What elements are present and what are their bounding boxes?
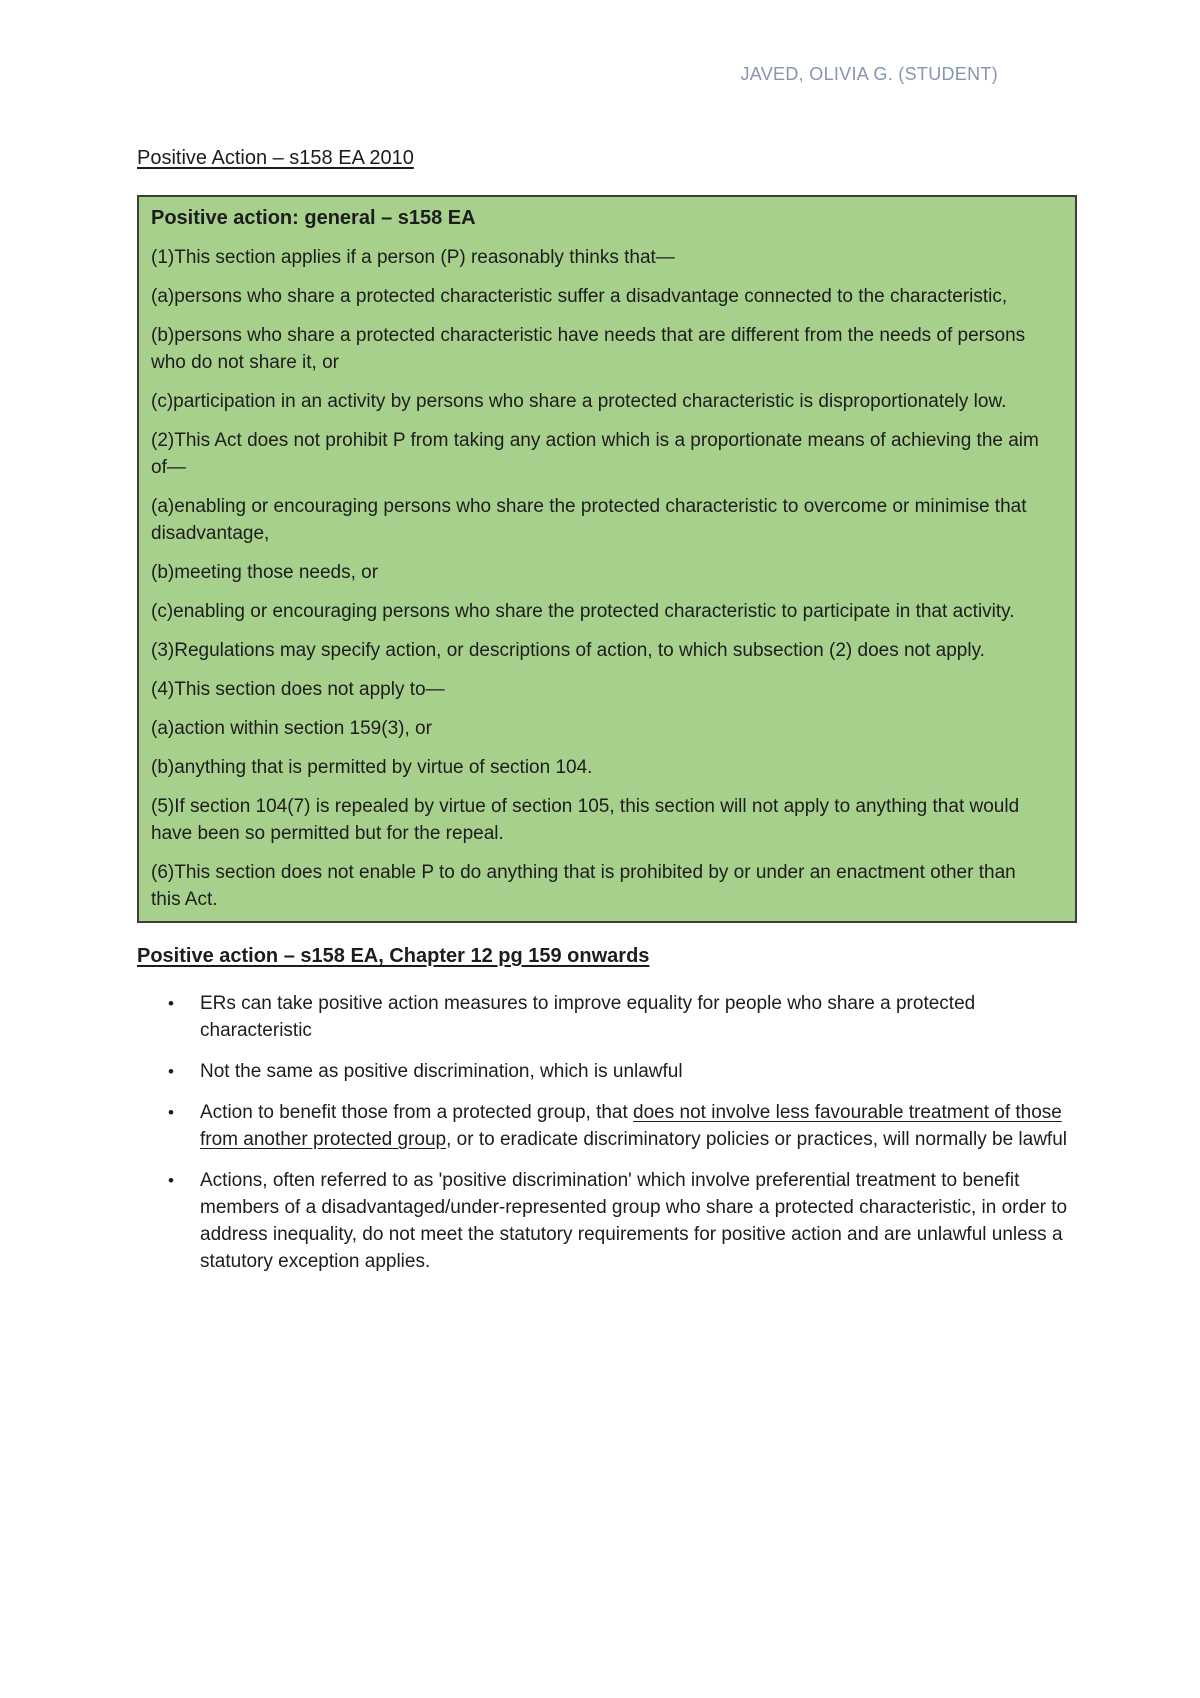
bullet-icon: • — [168, 1103, 174, 1122]
statute-paragraph-1a: (a)persons who share a protected characteristic suffer a disadvantage connected to the characteristic, — [151, 286, 1008, 307]
bullet-text-underlined: does not involve less favourable treatment of those from another protected group — [200, 1102, 1062, 1150]
bullet-text: ERs can take positive action measures to improve equality for people who share a protected characteristic — [200, 993, 976, 1041]
statute-paragraph-6: (6)This section does not enable P to do anything that is prohibited by or under an enactment other than this Act. — [151, 862, 1016, 910]
section-heading: Positive action – s158 EA, Chapter 12 pg 159 onwards — [137, 945, 650, 967]
list-item — [137, 1099, 1080, 1153]
bullet-icon: • — [168, 1062, 174, 1081]
bullet-text: Actions, often referred to as 'positive discrimination' which involve preferential treatment to benefit members of a disadvantaged/under-represented group who share a protected characteristic, in order to address inequality, do not meet the statutory requirements for positive action and are unlawful unless a statutory exception applies. — [200, 1170, 1068, 1272]
statute-paragraph-2c: (c)enabling or encouraging persons who share the protected characteristic to participate in that activity. — [151, 601, 1015, 622]
bullet-text: Not the same as positive discrimination, which is unlawful — [200, 1061, 683, 1082]
statute-paragraph-2b: (b)meeting those needs, or — [151, 562, 379, 583]
statute-box-heading: Positive action: general – s158 EA — [151, 207, 476, 229]
bullet-text: , or to eradicate discriminatory policies or practices, will normally be lawful — [446, 1129, 1067, 1150]
page-title: Positive Action – s158 EA 2010 — [137, 147, 414, 169]
document-header — [0, 62, 998, 86]
statute-paragraph-2a: (a)enabling or encouraging persons who share the protected characteristic to overcome or minimise that disadvantage, — [151, 496, 1027, 544]
bullet-text: Action to benefit those from a protected group, that — [200, 1102, 634, 1123]
statute-paragraph-1b: (b)persons who share a protected characteristic have needs that are different from the needs of persons who do not share it, or — [151, 325, 1026, 373]
list-item — [137, 990, 1080, 1044]
document-body — [137, 145, 1080, 1289]
statute-paragraph-4a: (a)action within section 159(3), or — [151, 718, 432, 739]
statute-paragraph-3: (3)Regulations may specify action, or descriptions of action, to which subsection (2) does not apply. — [151, 640, 985, 661]
statute-paragraph-1c: (c)participation in an activity by persons who share a protected characteristic is disproportionately low. — [151, 391, 1007, 412]
statute-paragraph-4: (4)This section does not apply to— — [151, 679, 445, 700]
statute-paragraph-5: (5)If section 104(7) is repealed by virtue of section 105, this section will not apply to anything that would have been so permitted but for the repeal. — [151, 796, 1020, 844]
list-item — [137, 1167, 1080, 1275]
statute-paragraph-1: (1)This section applies if a person (P) reasonably thinks that— — [151, 247, 675, 268]
list-item — [137, 1058, 1080, 1085]
statute-paragraph-4b: (b)anything that is permitted by virtue of section 104. — [151, 757, 593, 778]
bullet-list — [137, 990, 1080, 1275]
statute-box — [137, 195, 1077, 923]
statute-paragraph-2: (2)This Act does not prohibit P from taking any action which is a proportionate means of achieving the aim of— — [151, 430, 1039, 478]
author-name: JAVED, OLIVIA G. (STUDENT) — [740, 64, 998, 84]
bullet-icon: • — [168, 1171, 174, 1190]
bullet-icon: • — [168, 994, 174, 1013]
